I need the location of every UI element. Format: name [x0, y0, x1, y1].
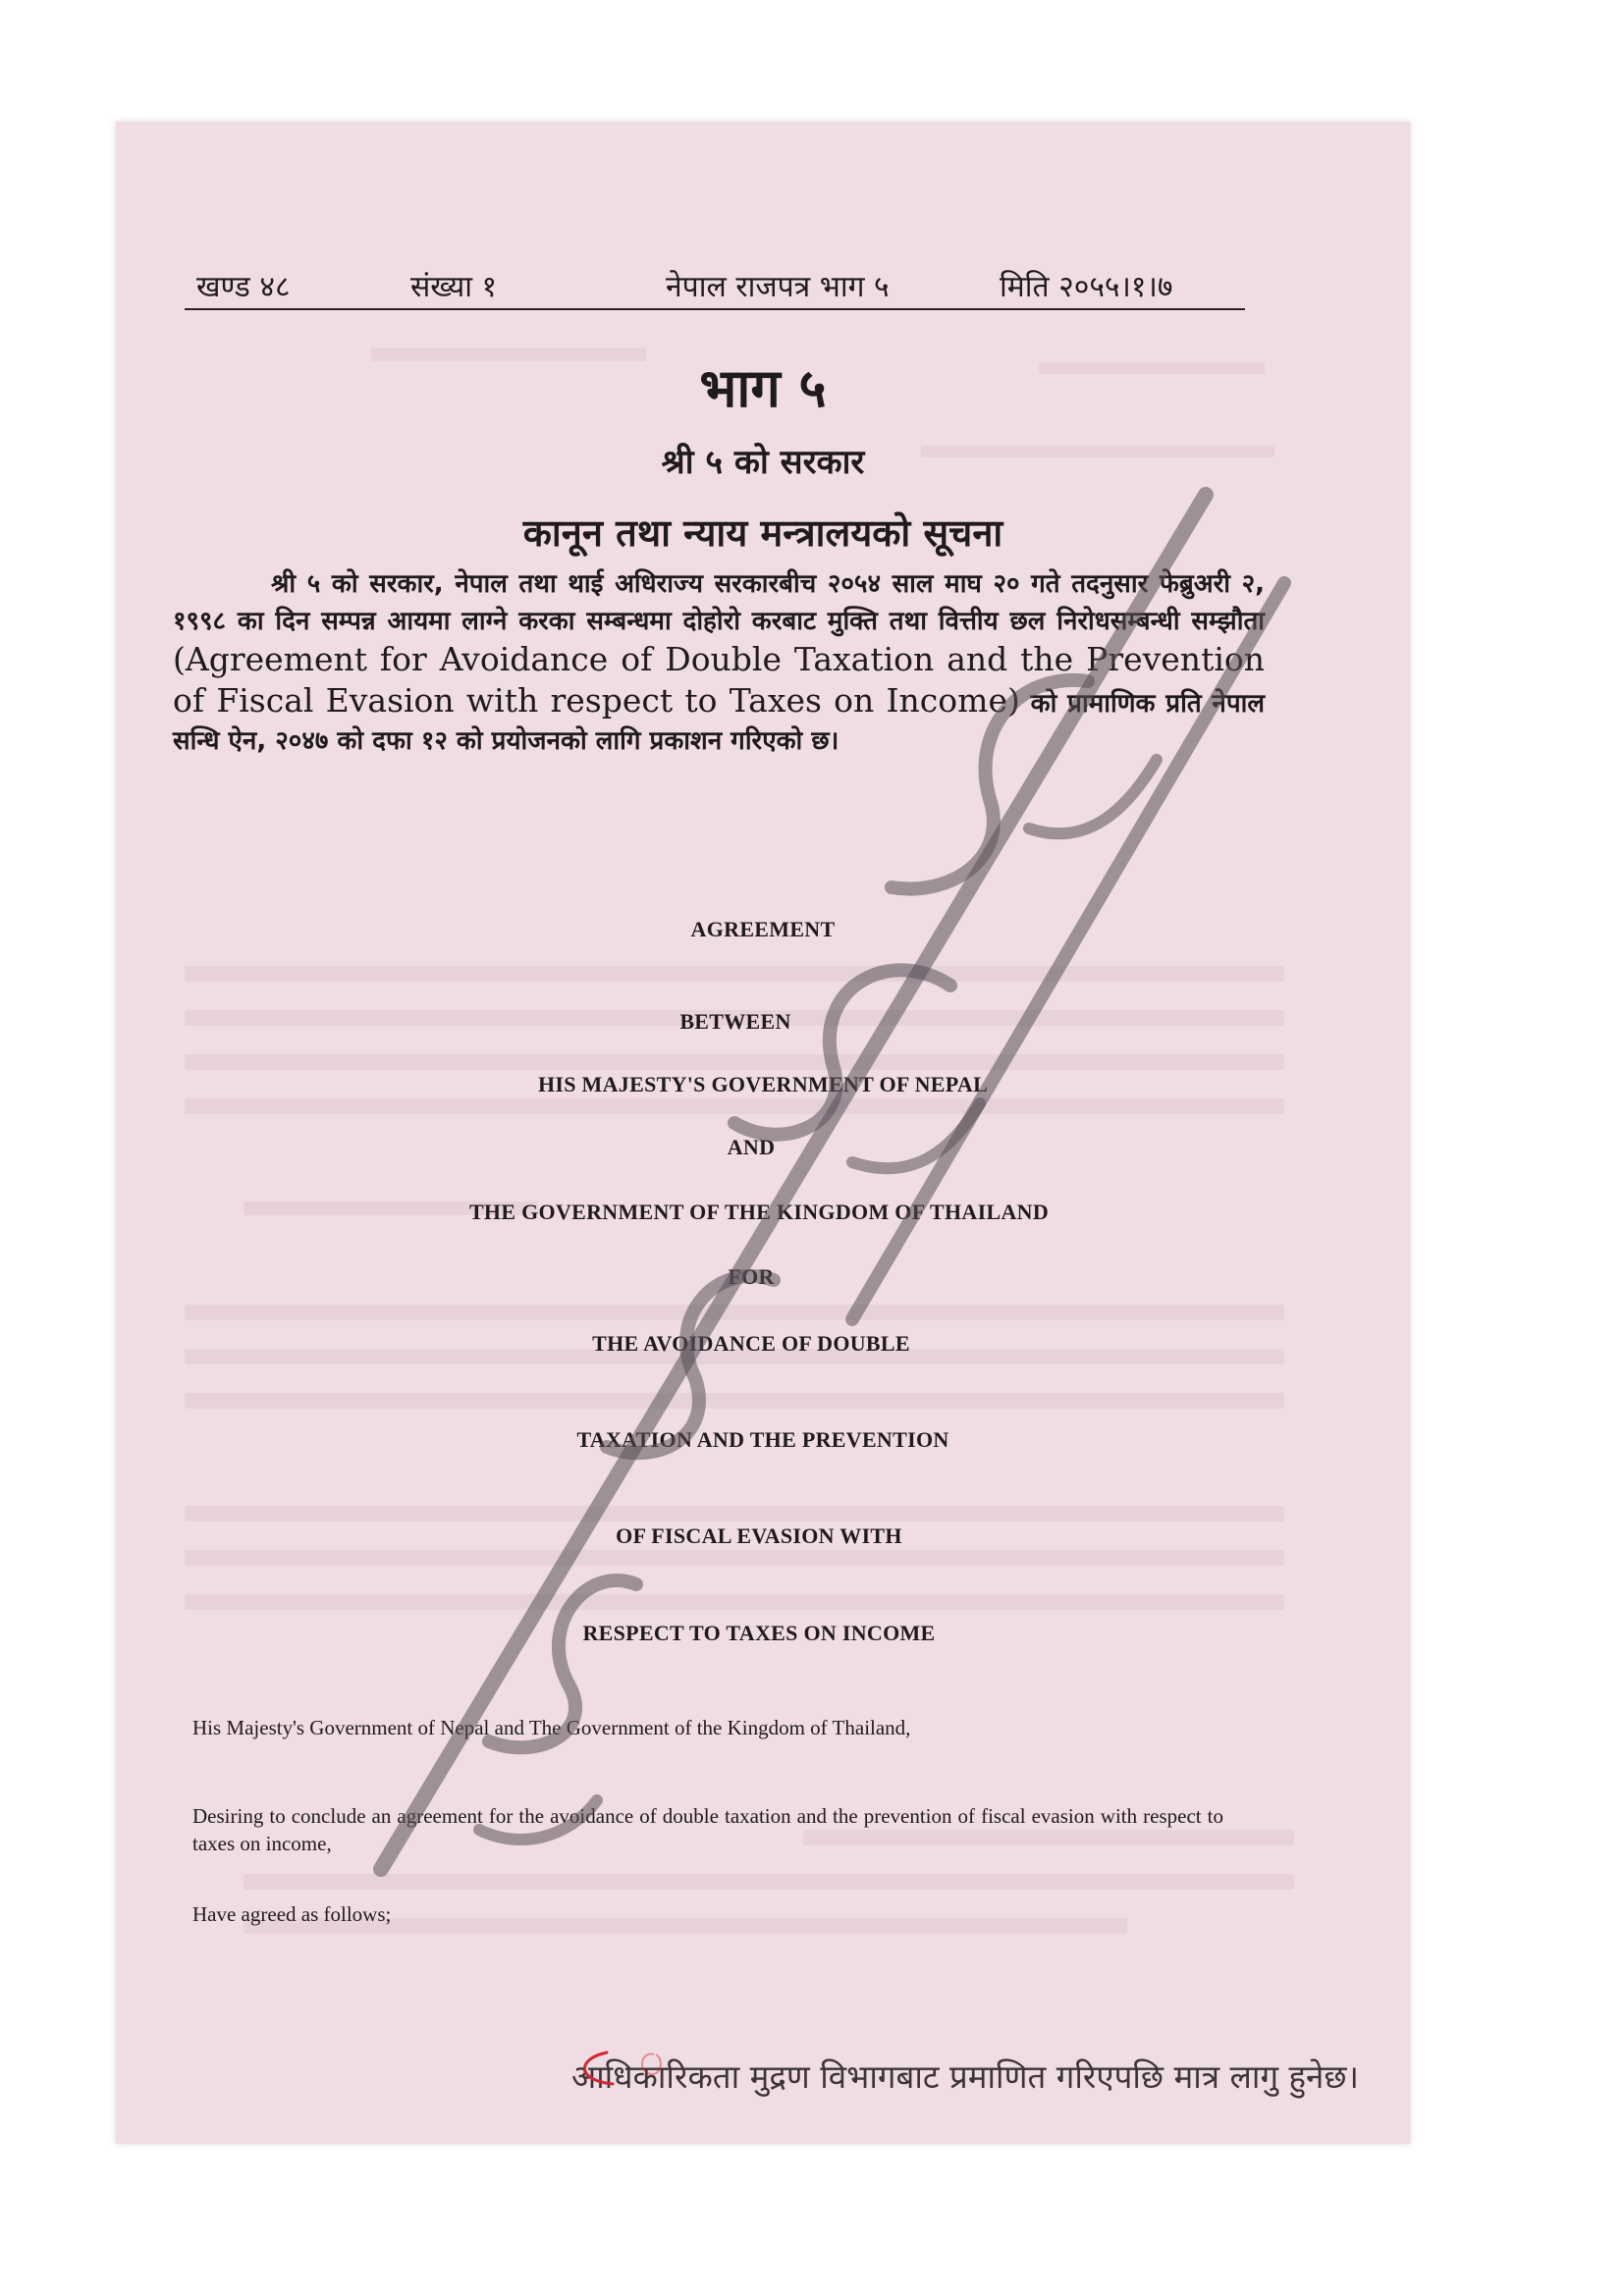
government-heading: श्री ५ को सरकार — [661, 443, 865, 482]
agreement-title-line: OF FISCAL EVASION WITH — [616, 1523, 902, 1548]
bleed-through — [185, 1506, 1284, 1522]
agreement-title-line: BETWEEN — [679, 1009, 791, 1034]
intro-text-after: को प्रामाणिक प्रति नेपाल सन्धि ऐन, २०४७ को दफा १२ को प्रयोजनको लागि प्रकाशन गरिएको छ। — [173, 689, 1265, 756]
agreement-title-line: FOR — [728, 1264, 775, 1289]
volume-number: खण्ड ४८ — [196, 270, 291, 304]
intro-text-before: श्री ५ को सरकार, नेपाल तथा थाई अधिराज्य सरकारबीच २०५४ साल माघ २० गते तदनुसार फेब्रुअरी २, १९९८ का दिन सम्पन्न आयमा लाग्ने करका सम्बन्धमा दोहोरो करबाट मुक्ति तथा वित्तीय छल निरोधसम्बन्धी सम्झौता — [173, 569, 1265, 636]
bleed-through — [185, 1393, 1284, 1409]
preamble-parties: His Majesty's Government of Nepal and The Government of the Kingdom of Thailand, — [192, 1716, 911, 1739]
bleed-through — [185, 1305, 1284, 1320]
gazette-name: नेपाल राजपत्र भाग ५ — [666, 270, 890, 304]
agreement-title-line: TAXATION AND THE PREVENTION — [576, 1427, 949, 1452]
issue-number: संख्या १ — [410, 270, 498, 304]
gazette-date: मिति २०५५।१।७ — [1000, 270, 1173, 304]
agreement-title-line: THE AVOIDANCE OF DOUBLE — [592, 1331, 910, 1356]
watermark-text: मुद्रण विभाग — [342, 475, 347, 476]
bleed-through — [244, 1874, 1294, 1890]
bleed-through — [185, 966, 1284, 982]
preamble-agreed: Have agreed as follows; — [192, 1902, 392, 1926]
red-ink-mark — [568, 2041, 685, 2100]
ministry-notice-heading: कानून तथा न्याय मन्त्रालयको सूचना — [522, 511, 1003, 555]
intro-paragraph — [173, 565, 1265, 760]
bleed-through — [185, 1098, 1284, 1114]
preamble-desiring: Desiring to conclude an agreement for the avoidance of double taxation and the prevention of fiscal evasion with respect to taxes on income, — [192, 1804, 1223, 1855]
bleed-through — [185, 1594, 1284, 1610]
gazette-page — [116, 122, 1410, 2144]
agreement-title-line: HIS MAJESTY'S GOVERNMENT OF NEPAL — [537, 1072, 989, 1096]
part-title: भाग ५ — [699, 357, 827, 419]
intro-english-title: (Agreement for Avoidance of Double Taxation and the Prevention of Fiscal Evasion with respect to Taxes on Income) — [173, 640, 1265, 720]
agreement-title-line: AND — [727, 1135, 776, 1159]
agreement-title-line: THE GOVERNMENT OF THE KINGDOM OF THAILAND — [468, 1200, 1050, 1224]
gazette-header — [185, 259, 1245, 310]
authenticity-notice: आधिकारिकता मुद्रण विभागबाट प्रमाणित गरिएपछि मात्र लागु हुनेछ। — [570, 2057, 1359, 2096]
agreement-title-line: AGREEMENT — [690, 917, 836, 941]
agreement-title-line: RESPECT TO TAXES ON INCOME — [582, 1621, 936, 1645]
bleed-through — [185, 1550, 1284, 1566]
bleed-through — [185, 1054, 1284, 1070]
